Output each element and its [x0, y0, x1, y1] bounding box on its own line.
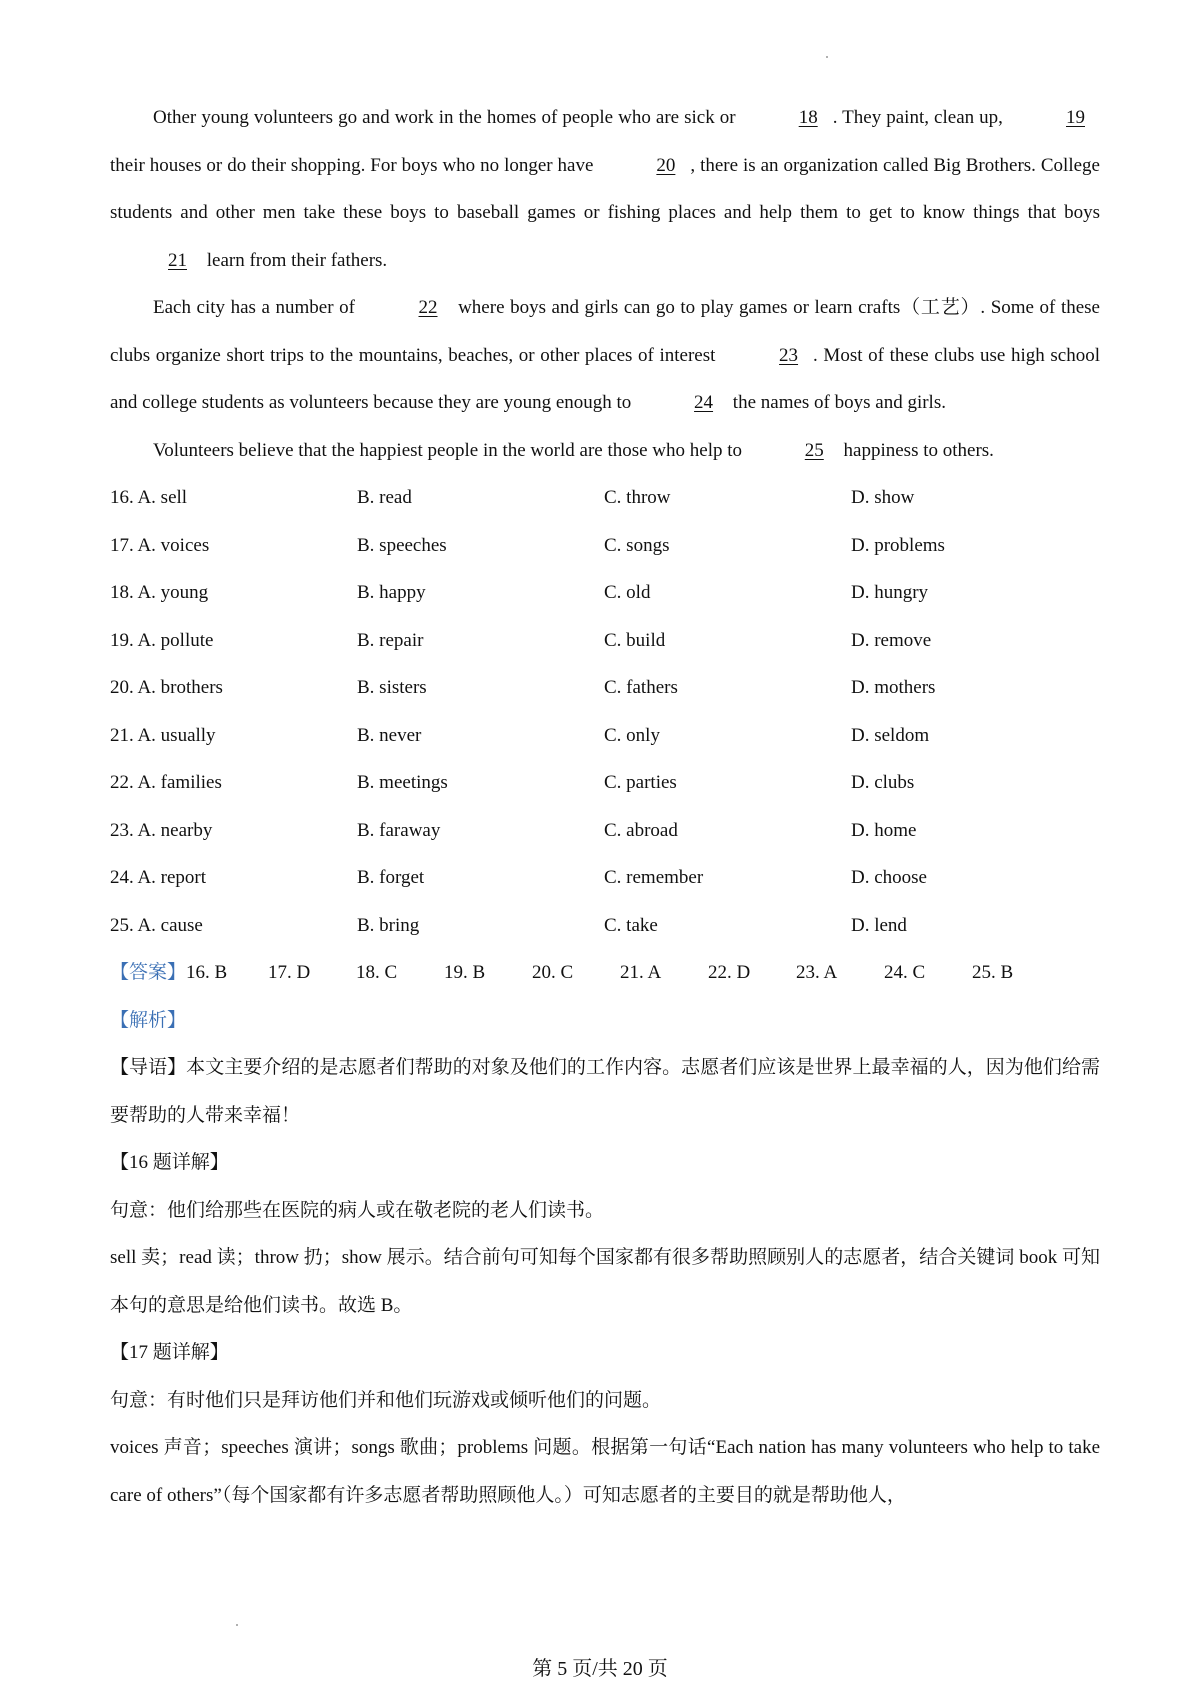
- q16-title: 【16 题详解】: [110, 1152, 229, 1173]
- answer-item: 25. B: [972, 962, 1014, 983]
- option-b: B. faraway: [357, 819, 441, 841]
- option-d: D. clubs: [851, 772, 915, 793]
- option-b: B. bring: [357, 914, 420, 936]
- answer-key: [110, 949, 1100, 997]
- passage-text: where boys and girls can go to play games or learn crafts（工艺）. Some of these clubs organize short trips to the mountains, beaches, or other places of interest: [110, 297, 1100, 366]
- blank-24: 24: [694, 392, 714, 413]
- option-c: C. parties: [604, 772, 677, 793]
- option-c: C. build: [604, 629, 666, 651]
- answer-item: 21. A: [620, 962, 662, 983]
- answer-item: 17. D: [268, 962, 311, 983]
- option-row: [110, 712, 1100, 760]
- option-a: 21. A. usually: [110, 724, 216, 746]
- blank-22: 22: [418, 297, 438, 318]
- option-b: B. repair: [357, 629, 424, 651]
- option-c: C. only: [604, 724, 660, 746]
- option-a: 17. A. voices: [110, 534, 210, 556]
- blank-19: 19: [1066, 107, 1085, 128]
- option-d: D. show: [851, 487, 915, 508]
- answer-item: 20. C: [532, 962, 574, 983]
- answer-item: 19. B: [444, 962, 486, 983]
- blank-25: 25: [804, 439, 824, 461]
- q17-title: 【17 题详解】: [110, 1342, 229, 1363]
- q17-meaning: 句意：有时他们只是拜访他们并和他们玩游戏或倾听他们的问题。: [110, 1389, 662, 1411]
- option-d: D. hungry: [851, 582, 929, 603]
- option-row: [110, 569, 1100, 617]
- option-d: D. problems: [851, 534, 945, 556]
- option-row: [110, 854, 1100, 902]
- analysis-tag: 【解析】: [110, 1009, 187, 1031]
- option-b: B. speeches: [357, 534, 447, 556]
- option-d: D. remove: [851, 629, 932, 651]
- option-a: 24. A. report: [110, 867, 207, 888]
- blank-21: 21: [168, 249, 187, 271]
- option-c: C. old: [604, 582, 651, 603]
- page-footer: 第 5 页/共 20 页: [532, 1658, 668, 1680]
- q16-meaning: 句意：他们给那些在医院的病人或在敬老院的老人们读书。: [110, 1199, 605, 1221]
- option-c: C. abroad: [604, 819, 678, 841]
- passage-text: the names of boys and girls.: [728, 392, 946, 413]
- passage-text: , there is an organization called Big Brothers. College students and other men take these boys to baseball games or fishing places and help them to get to know things that boys: [110, 154, 1100, 223]
- option-d: D. choose: [851, 867, 927, 888]
- passage-text: . Most of these clubs use high school and college students as volunteers because they are young enough to: [110, 344, 1100, 413]
- answer-item: 22. D: [708, 962, 751, 983]
- option-d: D. mothers: [851, 677, 936, 698]
- option-b: B. read: [357, 487, 412, 508]
- guide-text: 【导语】本文主要介绍的是志愿者们帮助的对象及他们的工作内容。志愿者们应该是世界上最幸福的人，因为他们给需要帮助的人带来幸福！: [110, 1057, 1100, 1126]
- page-content: [110, 94, 1100, 1519]
- scan-speck: [236, 1624, 238, 1626]
- option-b: B. meetings: [357, 772, 448, 793]
- option-a: 20. A. brothers: [110, 677, 223, 698]
- option-c: C. take: [604, 914, 658, 936]
- option-row: [110, 807, 1100, 855]
- passage-paragraph-2: [110, 284, 1100, 427]
- passage-paragraph-3: [110, 427, 1100, 475]
- scan-speck: [826, 56, 828, 58]
- option-b: B. forget: [357, 867, 425, 888]
- option-a: 16. A. sell: [110, 487, 188, 508]
- answer-item: 16. B: [186, 962, 228, 983]
- passage-text: learn from their fathers.: [202, 249, 388, 271]
- passage-text: Each city has a number of: [153, 297, 361, 318]
- q17-explanation: voices 声音；speeches 演讲；songs 歌曲；problems 问题。根据第一句话“Each nation has many volunteers who help to take care of others”（每个国家都有许多志愿者帮助照顾他人。）可知志愿者的主要目的就是帮助他人，: [110, 1437, 1100, 1506]
- option-c: C. remember: [604, 867, 704, 888]
- passage-text: their houses or do their shopping. For boys who no longer have: [110, 154, 599, 176]
- passage-text: . They paint, clean up,: [832, 107, 1008, 128]
- passage-paragraph-1: [110, 94, 1100, 284]
- option-row: [110, 759, 1100, 807]
- answer-item: 18. C: [356, 962, 398, 983]
- option-b: B. never: [357, 724, 422, 746]
- option-d: D. seldom: [851, 724, 930, 746]
- option-c: C. songs: [604, 534, 670, 556]
- q16-explanation: sell 卖；read 读；throw 扔；show 展示。结合前句可知每个国家都有很多帮助照顾别人的志愿者，结合关键词 book 可知本句的意思是给他们读书。故选 B。: [110, 1247, 1100, 1316]
- blank-20: 20: [656, 154, 676, 176]
- passage-text: Volunteers believe that the happiest people in the world are those who help to: [153, 439, 747, 461]
- option-a: 18. A. young: [110, 582, 209, 603]
- option-a: 23. A. nearby: [110, 819, 213, 841]
- option-b: B. sisters: [357, 677, 427, 698]
- blank-18: 18: [798, 107, 818, 128]
- option-row: [110, 522, 1100, 570]
- option-d: D. home: [851, 819, 917, 841]
- answer-item: 24. C: [884, 962, 926, 983]
- answer-tag: 【答案】: [110, 962, 187, 983]
- option-d: D. lend: [851, 914, 907, 936]
- blank-23: 23: [779, 344, 799, 366]
- option-b: B. happy: [357, 582, 426, 603]
- options-list: [110, 474, 1100, 949]
- option-a: 19. A. pollute: [110, 629, 214, 651]
- option-c: C. fathers: [604, 677, 678, 698]
- passage-text: Other young volunteers go and work in the homes of people who are sick or: [153, 107, 741, 128]
- answer-item: 23. A: [796, 962, 838, 983]
- option-a: 22. A. families: [110, 772, 222, 793]
- option-row: [110, 664, 1100, 712]
- option-row: [110, 617, 1100, 665]
- option-row: [110, 474, 1100, 522]
- option-a: 25. A. cause: [110, 914, 203, 936]
- option-row: [110, 902, 1100, 950]
- option-c: C. throw: [604, 487, 671, 508]
- passage-text: happiness to others.: [838, 439, 994, 461]
